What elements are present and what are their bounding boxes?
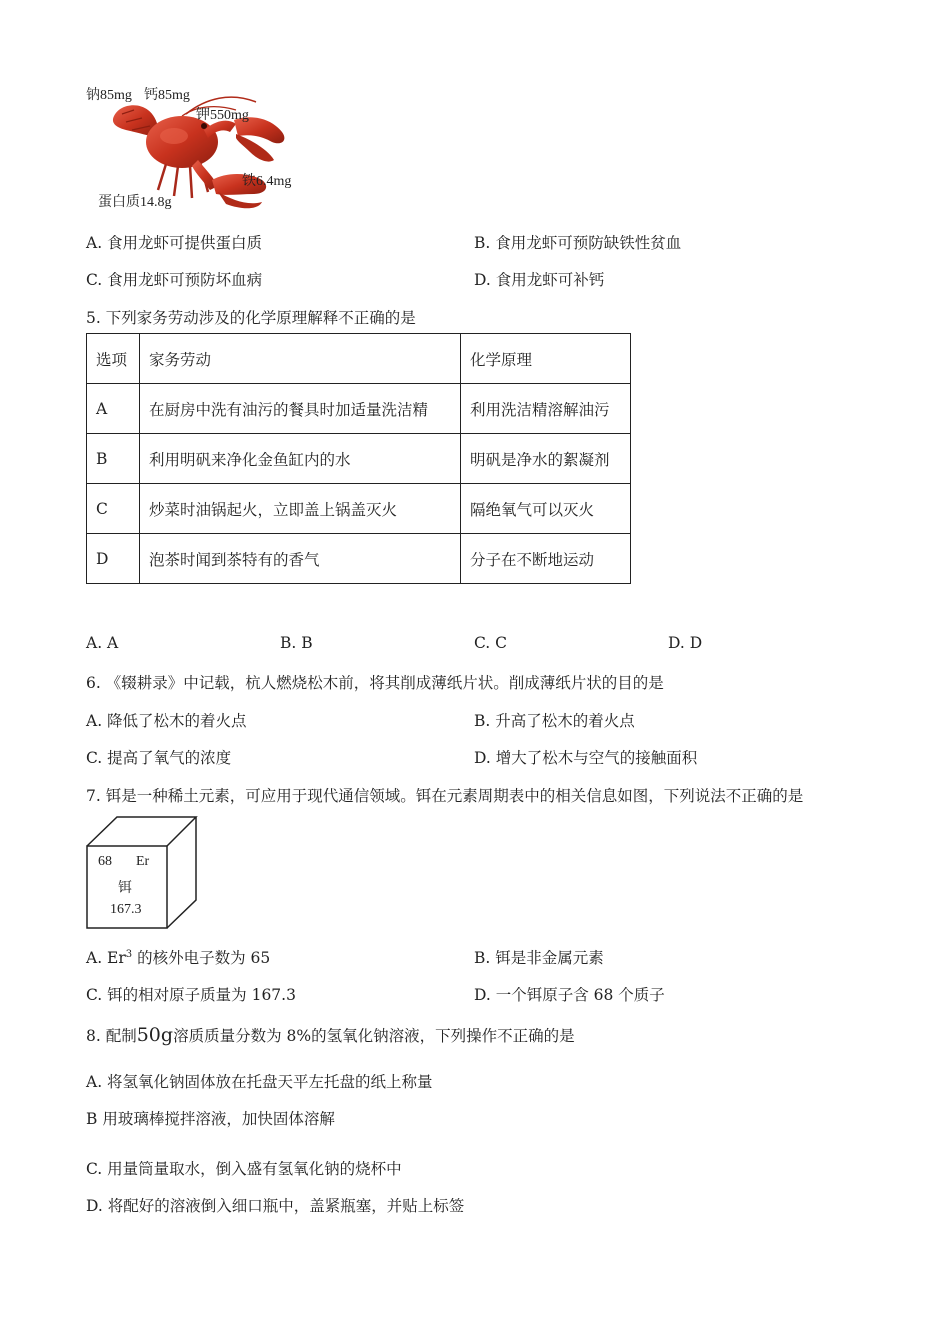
q5-option-c: C. C bbox=[474, 634, 508, 652]
q4-option-d: D. 食用龙虾可补钙 bbox=[474, 271, 605, 289]
q7-option-c: C. 铒的相对原子质量为 167.3 bbox=[86, 986, 296, 1004]
label-calcium: 钙85mg bbox=[144, 88, 190, 103]
q8-stem-mass: 50g bbox=[136, 1024, 174, 1046]
q8-stem bbox=[86, 1024, 575, 1046]
table-cell: 明矾是净水的絮凝剂 bbox=[461, 434, 631, 484]
q4-option-b: B. 食用龙虾可预防缺铁性贫血 bbox=[474, 234, 682, 252]
element-symbol: Er bbox=[136, 854, 150, 869]
table-header-cell: 化学原理 bbox=[461, 334, 631, 384]
table-cell: 分子在不断地运动 bbox=[461, 534, 631, 584]
q4-option-c: C. 食用龙虾可预防坏血病 bbox=[86, 271, 263, 289]
q6-option-c: C. 提高了氧气的浓度 bbox=[86, 749, 232, 767]
q7-stem: 7. 铒是一种稀土元素，可应用于现代通信领域。铒在元素周期表中的相关信息如图，下列说法不正确的是 bbox=[86, 787, 804, 805]
q8-option-a: A. 将氢氧化钠固体放在托盘天平左托盘的纸上称量 bbox=[86, 1073, 433, 1091]
q6-option-b: B. 升高了松木的着火点 bbox=[474, 712, 635, 730]
q7-option-a-prefix: A. Er bbox=[86, 949, 126, 967]
table-cell: 炒菜时油锅起火，立即盖上锅盖灭火 bbox=[140, 484, 461, 534]
q6-option-d: D. 增大了松木与空气的接触面积 bbox=[474, 749, 698, 767]
element-name: 铒 bbox=[118, 881, 132, 896]
table-cell: 利用明矾来净化金鱼缸内的水 bbox=[140, 434, 461, 484]
table-row bbox=[87, 434, 631, 484]
table-header-cell: 选项 bbox=[87, 334, 140, 384]
q8-stem-prefix: 8. 配制 bbox=[86, 1027, 137, 1045]
element-cube-outline bbox=[86, 816, 198, 930]
q7-option-a bbox=[86, 946, 270, 968]
q5-stem: 5. 下列家务劳动涉及的化学原理解释不正确的是 bbox=[86, 309, 416, 327]
q6-option-a: A. 降低了松木的着火点 bbox=[86, 712, 247, 730]
table-row bbox=[87, 484, 631, 534]
lobster-figure bbox=[86, 80, 316, 212]
q7-option-a-superscript: 3 bbox=[125, 948, 133, 960]
element-mass: 167.3 bbox=[110, 902, 142, 917]
label-potassium: 钾550mg bbox=[196, 108, 249, 123]
q6-stem: 6. 《辍耕录》中记载，杭人燃烧松木前，将其削成薄纸片状。削成薄纸片状的目的是 bbox=[86, 674, 664, 692]
q5-table bbox=[86, 333, 631, 584]
table-cell: A bbox=[87, 384, 140, 434]
table-cell: D bbox=[87, 534, 140, 584]
q7-option-d: D. 一个铒原子含 68 个质子 bbox=[474, 986, 665, 1004]
table-header-cell: 家务劳动 bbox=[140, 334, 461, 384]
q7-option-b: B. 铒是非金属元素 bbox=[474, 949, 604, 967]
table-header-row bbox=[87, 334, 631, 384]
element-cube bbox=[86, 816, 198, 930]
q4-option-a: A. 食用龙虾可提供蛋白质 bbox=[86, 234, 263, 252]
q5-option-b: B. B bbox=[280, 634, 313, 652]
table-cell: 泡茶时闻到茶特有的香气 bbox=[140, 534, 461, 584]
label-protein: 蛋白质14.8g bbox=[98, 195, 172, 210]
table-cell: 利用洗洁精溶解油污 bbox=[461, 384, 631, 434]
table-row bbox=[87, 384, 631, 434]
table-cell: C bbox=[87, 484, 140, 534]
table-cell: B bbox=[87, 434, 140, 484]
q5-option-d: D. D bbox=[668, 634, 703, 652]
label-iron: 铁6.4mg bbox=[242, 174, 292, 189]
q8-option-b: B 用玻璃棒搅拌溶液，加快固体溶解 bbox=[86, 1110, 335, 1128]
label-sodium: 钠85mg bbox=[86, 88, 132, 103]
q5-option-a: A. A bbox=[86, 634, 119, 652]
element-atomic-number: 68 bbox=[98, 854, 112, 869]
q8-option-d: D. 将配好的溶液倒入细口瓶中，盖紧瓶塞，并贴上标签 bbox=[86, 1197, 465, 1215]
q8-stem-suffix: 溶质质量分数为 8%的氢氧化钠溶液，下列操作不正确的是 bbox=[173, 1027, 575, 1045]
q8-option-c: C. 用量筒量取水，倒入盛有氢氧化钠的烧杯中 bbox=[86, 1160, 402, 1178]
table-cell: 隔绝氧气可以灭火 bbox=[461, 484, 631, 534]
q7-option-a-suffix: 的核外电子数为 65 bbox=[132, 949, 271, 967]
table-row bbox=[87, 534, 631, 584]
table-cell: 在厨房中洗有油污的餐具时加适量洗洁精 bbox=[140, 384, 461, 434]
